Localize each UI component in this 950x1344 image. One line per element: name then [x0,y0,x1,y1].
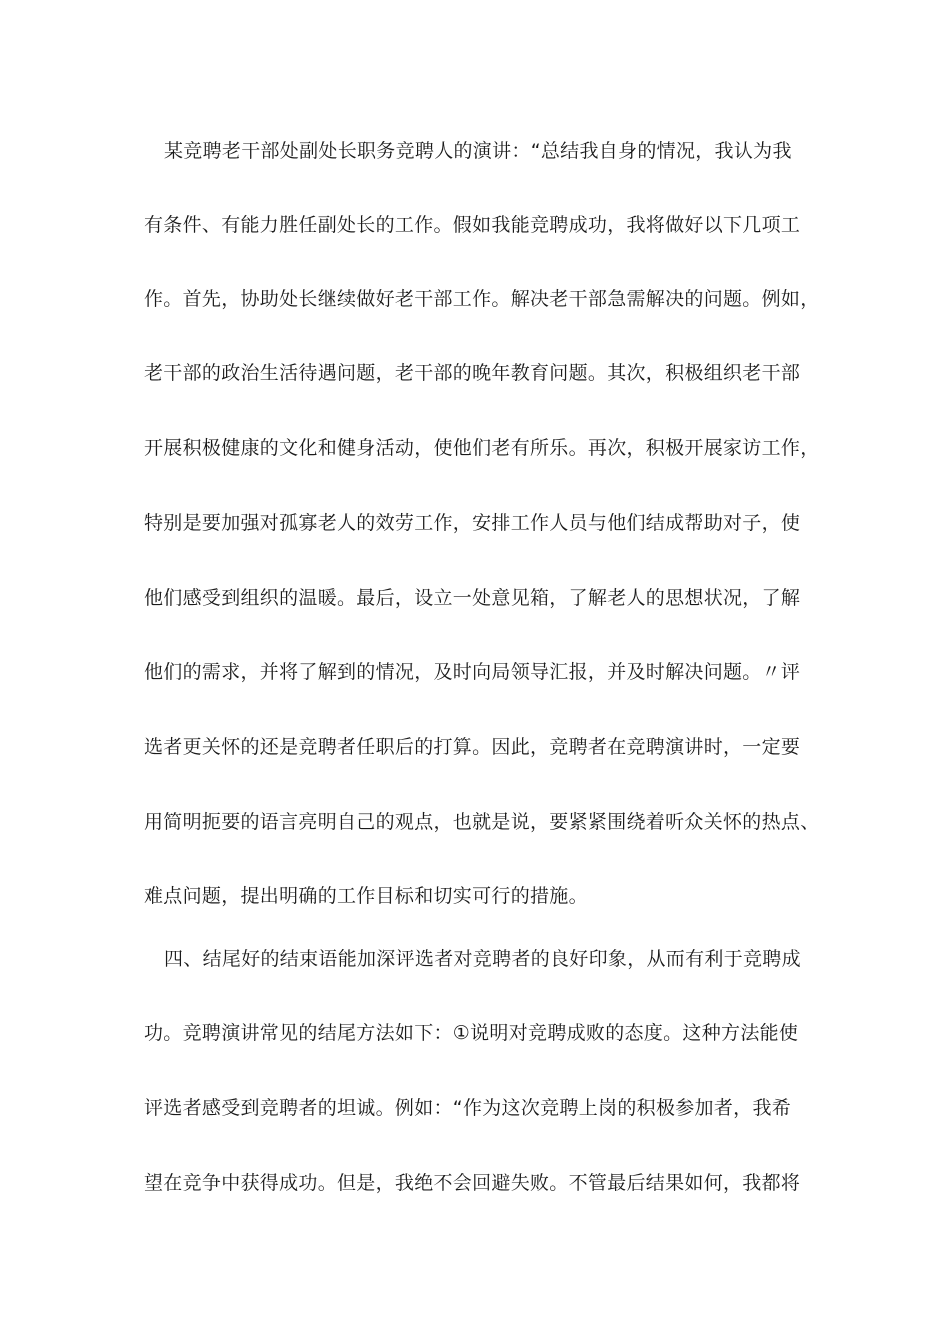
paragraph-2-line-2: 功。竞聘演讲常见的结尾方法如下：①说明对竞聘成败的态度。这种方法能使 [144,1022,799,1044]
paragraph-1-line-11: 难点问题，提出明确的工作目标和切实可行的措施。 [144,885,588,907]
paragraph-2-line-4: 望在竞争中获得成功。但是，我绝不会回避失败。不管最后结果如何，我都将 [144,1172,801,1194]
paragraph-1-line-8: 他们的需求，并将了解到的情况，及时向局领导汇报，并及时解决问题。〃评 [144,661,801,683]
paragraph-2-line-3: 评选者感受到竞聘者的坦诚。例如：“作为这次竞聘上岗的积极参加者，我希 [144,1097,792,1119]
paragraph-1-line-4: 老干部的政治生活待遇问题，老干部的晚年教育问题。其次，积极组织老干部 [144,362,801,384]
paragraph-1-line-2: 有条件、有能力胜任副处长的工作。假如我能竞聘成功，我将做好以下几项工 [144,214,801,236]
paragraph-1-line-5: 开展积极健康的文化和健身活动，使他们老有所乐。再次，积极开展家访工作， [144,437,820,459]
paragraph-1-line-1: 某竞聘老干部处副处长职务竞聘人的演讲：“总结我自身的情况，我认为我 [164,140,792,162]
paragraph-1-line-6: 特别是要加强对孤寡老人的效劳工作，安排工作人员与他们结成帮助对子，使 [144,512,801,534]
paragraph-1-line-9: 选者更关怀的还是竞聘者任职后的打算。因此，竞聘者在竞聘演讲时，一定要 [144,736,801,758]
paragraph-1-line-10: 用简明扼要的语言亮明自己的观点，也就是说，要紧紧围绕着听众关怀的热点、 [144,811,820,833]
paragraph-1-line-7: 他们感受到组织的温暖。最后，设立一处意见箱，了解老人的思想状况，了解 [144,587,801,609]
paragraph-2-line-1: 四、结尾好的结束语能加深评选者对竞聘者的良好印象，从而有利于竞聘成 [164,948,801,970]
paragraph-1-line-3: 作。首先，协助处长继续做好老干部工作。解决老干部急需解决的问题。例如， [144,288,820,310]
